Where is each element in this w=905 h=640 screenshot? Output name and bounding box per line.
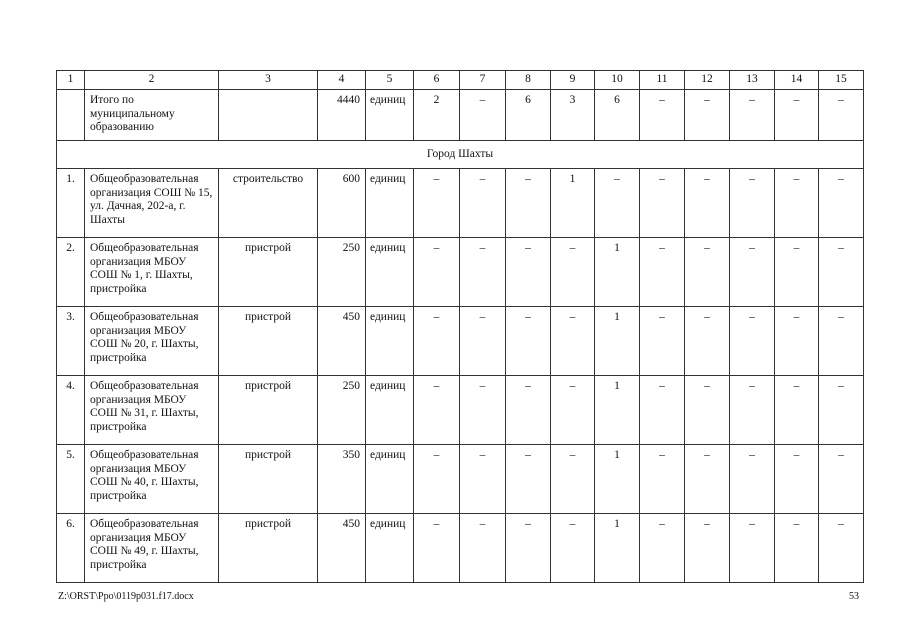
header-cell: 4 bbox=[318, 71, 366, 90]
total-col-cell: – bbox=[685, 90, 730, 141]
year-cell: – bbox=[819, 514, 864, 583]
footer-file-path: Z:\ORST\Ppo\0119p031.f17.docx bbox=[58, 591, 194, 602]
year-cell: – bbox=[460, 169, 506, 238]
section-row bbox=[57, 141, 864, 169]
year-cell: 1 bbox=[595, 238, 640, 307]
table-row bbox=[57, 514, 864, 583]
total-col-cell: – bbox=[819, 90, 864, 141]
year-cell: – bbox=[775, 307, 819, 376]
object-unit: единиц bbox=[366, 169, 414, 238]
total-col-cell: 2 bbox=[414, 90, 460, 141]
year-cell: – bbox=[506, 169, 551, 238]
year-cell: 1 bbox=[551, 169, 595, 238]
header-cell: 15 bbox=[819, 71, 864, 90]
header-cell: 12 bbox=[685, 71, 730, 90]
section-title: Город Шахты bbox=[57, 141, 864, 169]
total-col-cell: – bbox=[640, 90, 685, 141]
year-cell: – bbox=[506, 445, 551, 514]
year-cell: – bbox=[819, 376, 864, 445]
header-row bbox=[57, 71, 864, 90]
year-cell: 1 bbox=[595, 514, 640, 583]
year-cell: – bbox=[414, 307, 460, 376]
year-cell: – bbox=[819, 445, 864, 514]
object-name: Общеобразовательная организация СОШ № 15, ул. Дачная, 202-а, г. Шахты bbox=[85, 169, 219, 238]
row-number: 3. bbox=[57, 307, 85, 376]
year-cell: – bbox=[460, 238, 506, 307]
object-name: Общеобразовательная организация МБОУ СОШ № 40, г. Шахты, пристройка bbox=[85, 445, 219, 514]
year-cell: – bbox=[414, 376, 460, 445]
total-col-cell: – bbox=[775, 90, 819, 141]
page-number: 53 bbox=[849, 591, 859, 602]
empty-cell bbox=[57, 90, 85, 141]
object-type: строительство bbox=[219, 169, 318, 238]
year-cell: – bbox=[640, 376, 685, 445]
header-cell: 10 bbox=[595, 71, 640, 90]
total-row bbox=[57, 90, 864, 141]
year-cell: – bbox=[551, 514, 595, 583]
year-cell: – bbox=[685, 445, 730, 514]
object-unit: единиц bbox=[366, 376, 414, 445]
table-row bbox=[57, 445, 864, 514]
row-number: 6. bbox=[57, 514, 85, 583]
year-cell: – bbox=[551, 376, 595, 445]
year-cell: – bbox=[551, 238, 595, 307]
year-cell: – bbox=[414, 445, 460, 514]
year-cell: – bbox=[460, 307, 506, 376]
year-cell: – bbox=[775, 238, 819, 307]
object-unit: единиц bbox=[366, 307, 414, 376]
object-type: пристрой bbox=[219, 376, 318, 445]
table-row bbox=[57, 376, 864, 445]
header-cell: 2 bbox=[85, 71, 219, 90]
year-cell: 1 bbox=[595, 376, 640, 445]
year-cell: – bbox=[551, 307, 595, 376]
object-unit: единиц bbox=[366, 238, 414, 307]
year-cell: – bbox=[506, 514, 551, 583]
year-cell: – bbox=[685, 307, 730, 376]
object-name: Общеобразовательная организация МБОУ СОШ № 20, г. Шахты, пристройка bbox=[85, 307, 219, 376]
year-cell: – bbox=[730, 376, 775, 445]
object-name: Общеобразовательная организация МБОУ СОШ № 49, г. Шахты, пристройка bbox=[85, 514, 219, 583]
object-value: 350 bbox=[318, 445, 366, 514]
year-cell: – bbox=[685, 169, 730, 238]
total-col-cell: – bbox=[460, 90, 506, 141]
year-cell: – bbox=[730, 238, 775, 307]
object-value: 250 bbox=[318, 376, 366, 445]
header-cell: 9 bbox=[551, 71, 595, 90]
object-type: пристрой bbox=[219, 514, 318, 583]
year-cell: – bbox=[775, 376, 819, 445]
total-col-cell: 6 bbox=[595, 90, 640, 141]
year-cell: – bbox=[506, 238, 551, 307]
year-cell: – bbox=[506, 376, 551, 445]
year-cell: – bbox=[819, 307, 864, 376]
year-cell: – bbox=[640, 238, 685, 307]
object-value: 250 bbox=[318, 238, 366, 307]
object-unit: единиц bbox=[366, 445, 414, 514]
table-row bbox=[57, 169, 864, 238]
year-cell: – bbox=[414, 238, 460, 307]
year-cell: – bbox=[819, 169, 864, 238]
year-cell: – bbox=[506, 307, 551, 376]
year-cell: – bbox=[775, 445, 819, 514]
header-cell: 6 bbox=[414, 71, 460, 90]
year-cell: – bbox=[685, 238, 730, 307]
header-cell: 3 bbox=[219, 71, 318, 90]
row-number: 4. bbox=[57, 376, 85, 445]
year-cell: – bbox=[730, 169, 775, 238]
object-value: 600 bbox=[318, 169, 366, 238]
header-cell: 7 bbox=[460, 71, 506, 90]
year-cell: – bbox=[460, 514, 506, 583]
total-label: Итого по муниципальному образованию bbox=[85, 90, 219, 141]
year-cell: – bbox=[640, 445, 685, 514]
table-row bbox=[57, 238, 864, 307]
object-name: Общеобразовательная организация МБОУ СОШ № 1, г. Шахты, пристройка bbox=[85, 238, 219, 307]
object-type: пристрой bbox=[219, 238, 318, 307]
year-cell: – bbox=[819, 238, 864, 307]
year-cell: – bbox=[640, 169, 685, 238]
header-cell: 11 bbox=[640, 71, 685, 90]
row-number: 5. bbox=[57, 445, 85, 514]
year-cell: – bbox=[414, 514, 460, 583]
empty-cell bbox=[219, 90, 318, 141]
object-value: 450 bbox=[318, 514, 366, 583]
year-cell: – bbox=[460, 376, 506, 445]
year-cell: – bbox=[640, 307, 685, 376]
year-cell: – bbox=[730, 307, 775, 376]
object-value: 450 bbox=[318, 307, 366, 376]
year-cell: – bbox=[414, 169, 460, 238]
object-name: Общеобразовательная организация МБОУ СОШ № 31, г. Шахты, пристройка bbox=[85, 376, 219, 445]
year-cell: – bbox=[685, 376, 730, 445]
year-cell: – bbox=[775, 514, 819, 583]
header-cell: 8 bbox=[506, 71, 551, 90]
year-cell: – bbox=[460, 445, 506, 514]
year-cell: – bbox=[730, 514, 775, 583]
header-cell: 1 bbox=[57, 71, 85, 90]
year-cell: – bbox=[551, 445, 595, 514]
total-col-cell: – bbox=[730, 90, 775, 141]
total-value: 4440 bbox=[318, 90, 366, 141]
year-cell: 1 bbox=[595, 307, 640, 376]
total-col-cell: 3 bbox=[551, 90, 595, 141]
year-cell: – bbox=[685, 514, 730, 583]
header-cell: 5 bbox=[366, 71, 414, 90]
object-type: пристрой bbox=[219, 445, 318, 514]
total-col-cell: 6 bbox=[506, 90, 551, 141]
year-cell: 1 bbox=[595, 445, 640, 514]
row-number: 2. bbox=[57, 238, 85, 307]
total-unit: единиц bbox=[366, 90, 414, 141]
header-cell: 14 bbox=[775, 71, 819, 90]
data-table bbox=[56, 70, 864, 583]
year-cell: – bbox=[775, 169, 819, 238]
object-type: пристрой bbox=[219, 307, 318, 376]
table-row bbox=[57, 307, 864, 376]
header-cell: 13 bbox=[730, 71, 775, 90]
year-cell: – bbox=[730, 445, 775, 514]
year-cell: – bbox=[595, 169, 640, 238]
object-unit: единиц bbox=[366, 514, 414, 583]
row-number: 1. bbox=[57, 169, 85, 238]
year-cell: – bbox=[640, 514, 685, 583]
